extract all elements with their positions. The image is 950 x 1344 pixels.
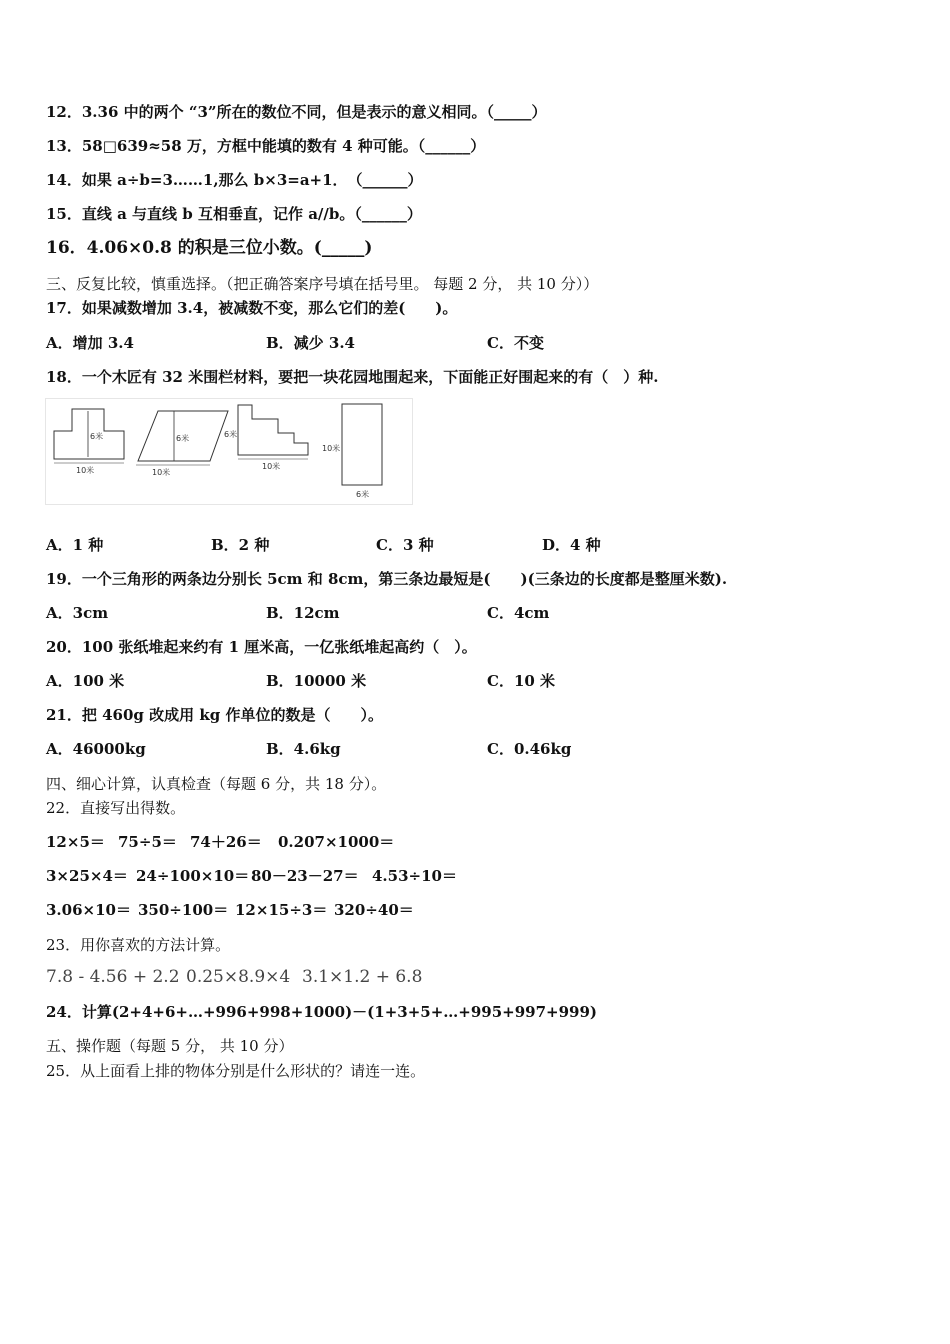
- question-18: 18．一个木匠有 32 米围栏材料，要把一块花园地围起来，下面能正好围起来的有（ ）种.: [46, 368, 659, 386]
- shape-1: [54, 409, 124, 475]
- q22-r1-c3: 74＋26＝: [190, 833, 262, 851]
- q19-option-b: B．12cm: [266, 604, 340, 622]
- q22-r1-c1: 12×5＝: [46, 833, 105, 851]
- q22-r2-c2: 24÷100×10＝: [136, 867, 250, 885]
- section-5-heading: 五、操作题（每题 5 分， 共 10 分）: [46, 1037, 294, 1055]
- q22-r2-c4: 4.53÷10＝: [372, 867, 457, 885]
- question-22: 22．直接写出得数。: [46, 799, 186, 817]
- shape-3-height-label: 6米: [224, 430, 238, 439]
- q18-shapes-figure: [45, 398, 413, 505]
- question-19: 19．一个三角形的两条边分别长 5cm 和 8cm，第三条边最短是( )(三条边的长度都是整厘米数).: [46, 570, 728, 588]
- q19-option-c: C．4cm: [487, 604, 550, 622]
- q21-option-a: A．46000kg: [46, 740, 146, 758]
- question-23: 23．用你喜欢的方法计算。: [46, 936, 231, 954]
- question-21: 21．把 460g 改成用 kg 作单位的数是（ ）。: [46, 706, 383, 724]
- q18-option-b: B．2 种: [211, 536, 270, 554]
- question-13: 13．58□639≈58 万，方框中能填的数有 4 种可能。（______）: [46, 137, 486, 155]
- q22-r2-c3: 80－23－27＝: [251, 867, 359, 885]
- q23-expr-2: 0.25×8.9×4: [186, 967, 291, 987]
- q22-r1-c4: 0.207×1000＝: [278, 833, 395, 851]
- shape-3: [224, 405, 308, 471]
- question-15: 15．直线 a 与直线 b 互相垂直，记作 a//b。（______）: [46, 205, 422, 223]
- shape-2-height-label: 6米: [176, 434, 190, 443]
- question-24: 24．计算(2+4+6+…+996+998+1000)－(1+3+5+…+995+997+999): [46, 1003, 598, 1021]
- q23-expr-3: 3.1×1.2 + 6.8: [302, 967, 423, 987]
- shape-1-height-label: 6米: [90, 432, 104, 441]
- q20-option-c: C．10 米: [487, 672, 556, 690]
- q17-option-b: B．减少 3.4: [266, 334, 355, 352]
- q18-shapes-svg: [46, 399, 412, 504]
- question-14: 14．如果 a÷b=3……1,那么 b×3=a+1． （______）: [46, 171, 423, 189]
- shape-2-width-label: 10米: [152, 468, 171, 477]
- q17-option-a: A．增加 3.4: [46, 334, 134, 352]
- q22-r3-c3: 12×15÷3＝: [235, 901, 328, 919]
- q22-r1-c2: 75÷5＝: [118, 833, 177, 851]
- shape-4: [322, 404, 382, 499]
- question-16: 16．4.06×0.8 的积是三位小数。(_____): [46, 238, 373, 258]
- q18-option-c: C．3 种: [376, 536, 434, 554]
- question-25: 25．从上面看上排的物体分别是什么形状的？请连一连。: [46, 1062, 426, 1080]
- q21-option-c: C．0.46kg: [487, 740, 572, 758]
- shape-2: [136, 411, 228, 477]
- shape-1-width-label: 10米: [76, 466, 95, 475]
- q21-option-b: B．4.6kg: [266, 740, 341, 758]
- question-17: 17．如果减数增加 3.4，被减数不变，那么它们的差( )。: [46, 299, 458, 317]
- q17-option-c: C．不变: [487, 334, 544, 352]
- shape-4-height-label: 10米: [322, 444, 341, 453]
- shape-3-width-label: 10米: [262, 462, 281, 471]
- q18-option-d: D．4 种: [542, 536, 601, 554]
- q18-option-a: A．1 种: [46, 536, 104, 554]
- section-4-heading: 四、细心计算，认真检查（每题 6 分，共 18 分）。: [46, 775, 387, 793]
- q20-option-b: B．10000 米: [266, 672, 367, 690]
- q19-option-a: A．3cm: [46, 604, 109, 622]
- question-20: 20．100 张纸堆起来约有 1 厘米高，一亿张纸堆起高约（ ）。: [46, 638, 477, 656]
- q22-r3-c1: 3.06×10＝: [46, 901, 131, 919]
- q20-option-a: A．100 米: [46, 672, 125, 690]
- shape-4-width-label: 6米: [356, 490, 370, 499]
- q22-r3-c2: 350÷100＝: [138, 901, 229, 919]
- q23-expr-1: 7.8 - 4.56 + 2.2: [46, 967, 180, 987]
- q22-r3-c4: 320÷40＝: [334, 901, 414, 919]
- section-3-heading: 三、反复比较，慎重选择。（把正确答案序号填在括号里。 每题 2 分， 共 10 分））: [46, 275, 599, 293]
- question-12: 12．3.36 中的两个 “3”所在的数位不同，但是表示的意义相同。（_____）: [46, 103, 547, 121]
- q22-r2-c1: 3×25×4＝: [46, 867, 128, 885]
